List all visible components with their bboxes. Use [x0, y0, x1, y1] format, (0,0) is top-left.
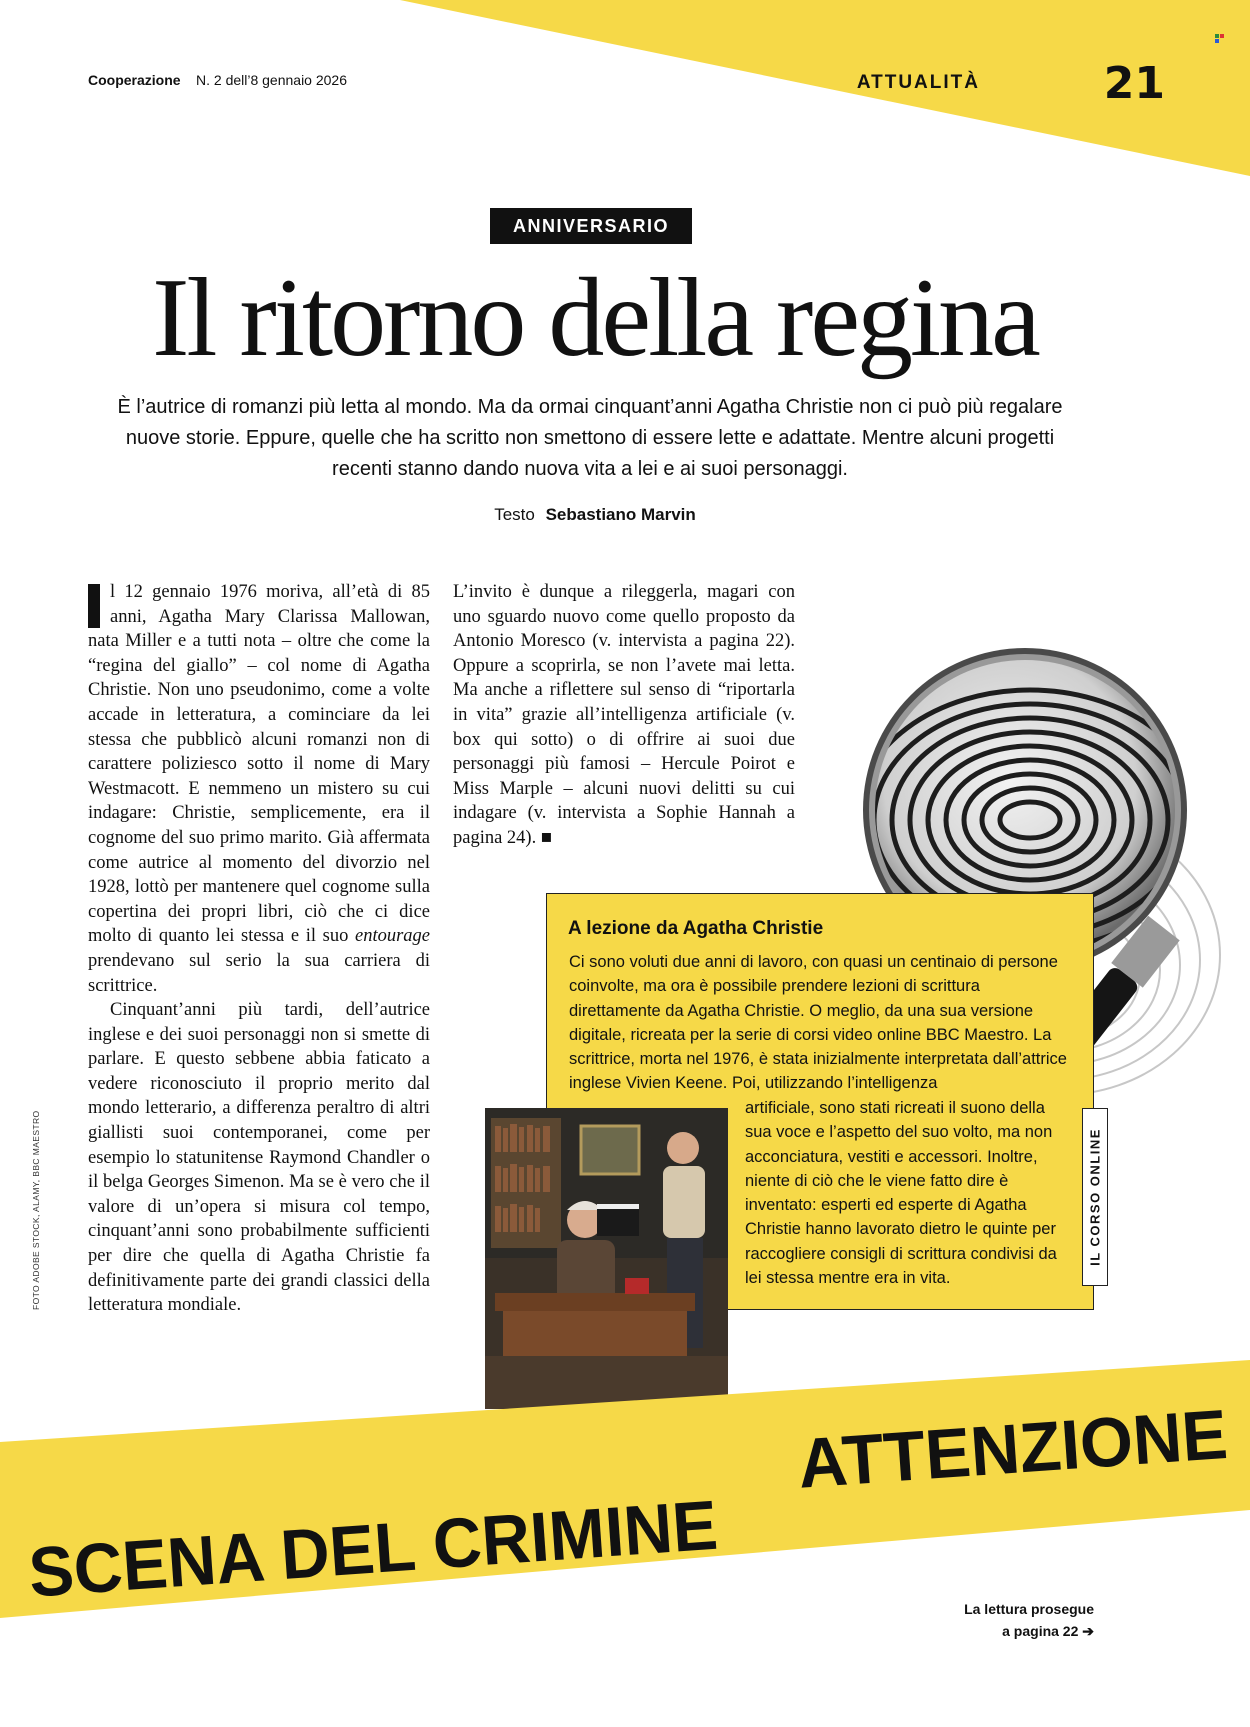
kicker-badge: ANNIVERSARIO — [490, 208, 692, 244]
box-tab-label: IL CORSO ONLINE — [1087, 1128, 1103, 1266]
paragraph-2: Cinquant’anni più tardi, dell’autrice inglese e dei suoi personaggi non si smette di parlare. E questo sebbene abbia faticato a vedere riconosciuto il proprio merito dal mondo letterario, a differenza peraltro di altri giallisti suoi contemporanei, come per esempio lo statunitense Raymond Chandler o il belga Georges Simenon. Ma se è vero che il valore di un’opera si misura col tempo, cinquant’anni sono probabilmente sufficienti per dire che quella di Agatha Christie fa definitivamente parte dei grandi classici della letteratura mondiale. — [88, 1000, 430, 1316]
byline-label: Testo — [494, 505, 535, 524]
issue-info: N. 2 dell’8 gennaio 2026 — [196, 72, 348, 88]
tape-text-right: ATTENZIONE — [795, 1394, 1242, 1503]
italic-word: entourage — [354, 926, 430, 947]
crime-scene-tape — [0, 1360, 1250, 1630]
corner-mark-icon — [1215, 34, 1227, 44]
byline — [0, 505, 1190, 525]
continue-line-2: a pagina 22 ➔ — [1002, 1623, 1094, 1639]
photo-credit: FOTO ADOBE STOCK, ALAMY, BBC MAESTRO — [31, 1110, 41, 1310]
paragraph-3 — [453, 580, 795, 851]
tape-text-left: SCENA DEL CRIMINE — [26, 1483, 746, 1612]
paragraph-1-end: prendevano sul serio la sua carriera di scrittrice. — [88, 950, 430, 996]
magazine-name: Cooperazione — [88, 72, 181, 88]
top-yellow-tape — [0, 0, 1250, 200]
box-tab — [1082, 1108, 1108, 1286]
paragraph-3-text: L’invito è dunque a rileggerla, magari con uno sguardo nuovo come quello proposto da Antonio Moresco (v. intervista a pagina 22). Oppure a scoprirla, se non l’avete mai letta. Ma anche a riflettere sul senso di “riportarla in vita” grazie all’intelligenza artificiale (v. box qui sotto) o di offrire ai suoi due personaggi più famosi – Hercule Poirot e Miss Marple – alcuni nuovi delitti su cui indagare (v. intervista a Sophie Hannah a pagina 24). — [453, 582, 795, 848]
box-text-part-1: Ci sono voluti due anni di lavoro, con quasi un centinaio di persone coinvolte, ma ora è possibile prendere lezioni di scrittura direttamente da Agatha Christie. O meglio, da una sua versione digitale, ricreata per la serie di corsi video online BBC Maestro. La scrittrice, morta nel 1976, è stata inizialmente interpretata dall’attrice inglese Vivien Keene. Poi, utilizzando l’intelligenza — [569, 953, 1067, 1093]
section-label: ATTUALITÀ — [856, 72, 980, 93]
drop-cap — [88, 584, 100, 628]
continue-line-1: La lettura prosegue — [964, 1601, 1094, 1617]
article-column-1 — [88, 580, 430, 1318]
paragraph-1 — [88, 580, 430, 998]
article-column-2 — [453, 580, 795, 851]
continue-note — [964, 1598, 1094, 1642]
box-title: A lezione da Agatha Christie — [568, 918, 824, 939]
byline-author: Sebastiano Marvin — [545, 505, 696, 524]
page-number: 21 — [1103, 58, 1165, 109]
article-title: Il ritorno della regina — [152, 256, 1038, 380]
paragraph-1-text: l 12 gennaio 1976 moriva, all’età di 85 anni, Agatha Mary Clarissa Mallowan, nata Miller e a tutti nota – oltre che come la “regina del giallo” – col nome di Agatha Christie. Non uno pseudonimo, come a volte accade in letteratura, a cominciare da lei stessa che pubblicò alcuni romanzi non di carattere poliziesco sotto il nome di Mary Westmacott. E nemmeno un mistero su cui indagare: Christie, semplicemente, era il cognome del suo primo marito. Già affermata come autrice al momento del divorzio nel 1928, lottò per mantenere quel cognome sulla copertina dei propri libri, ciò che ci dice molto di quanto lei stessa e il suo — [88, 582, 430, 947]
article-lead: È l’autrice di romanzi più letta al mondo. Ma da ormai cinquant’anni Agatha Christie non ci può più regalare nuove storie. Eppure, quelle che ha scritto non smettono di essere lette e adattate. Mentre alcuni progetti recenti stanno dando nuova vita a lei e ai suoi personaggi. — [117, 396, 1063, 480]
box-text-part-2: artificiale, sono stati ricreati il suono della sua voce e l’aspetto del suo volto, ma non acconciatura, vestiti e accessori. Inoltre, niente di ciò che le viene fatto dire è inventato: esperti ed esperte di Agatha Christie hanno lavorato dietro le quinte per raccogliere consigli di scrittura condivisi da lei stessa mentre era in vita. — [745, 1099, 1057, 1288]
end-mark: ■ — [540, 827, 553, 848]
